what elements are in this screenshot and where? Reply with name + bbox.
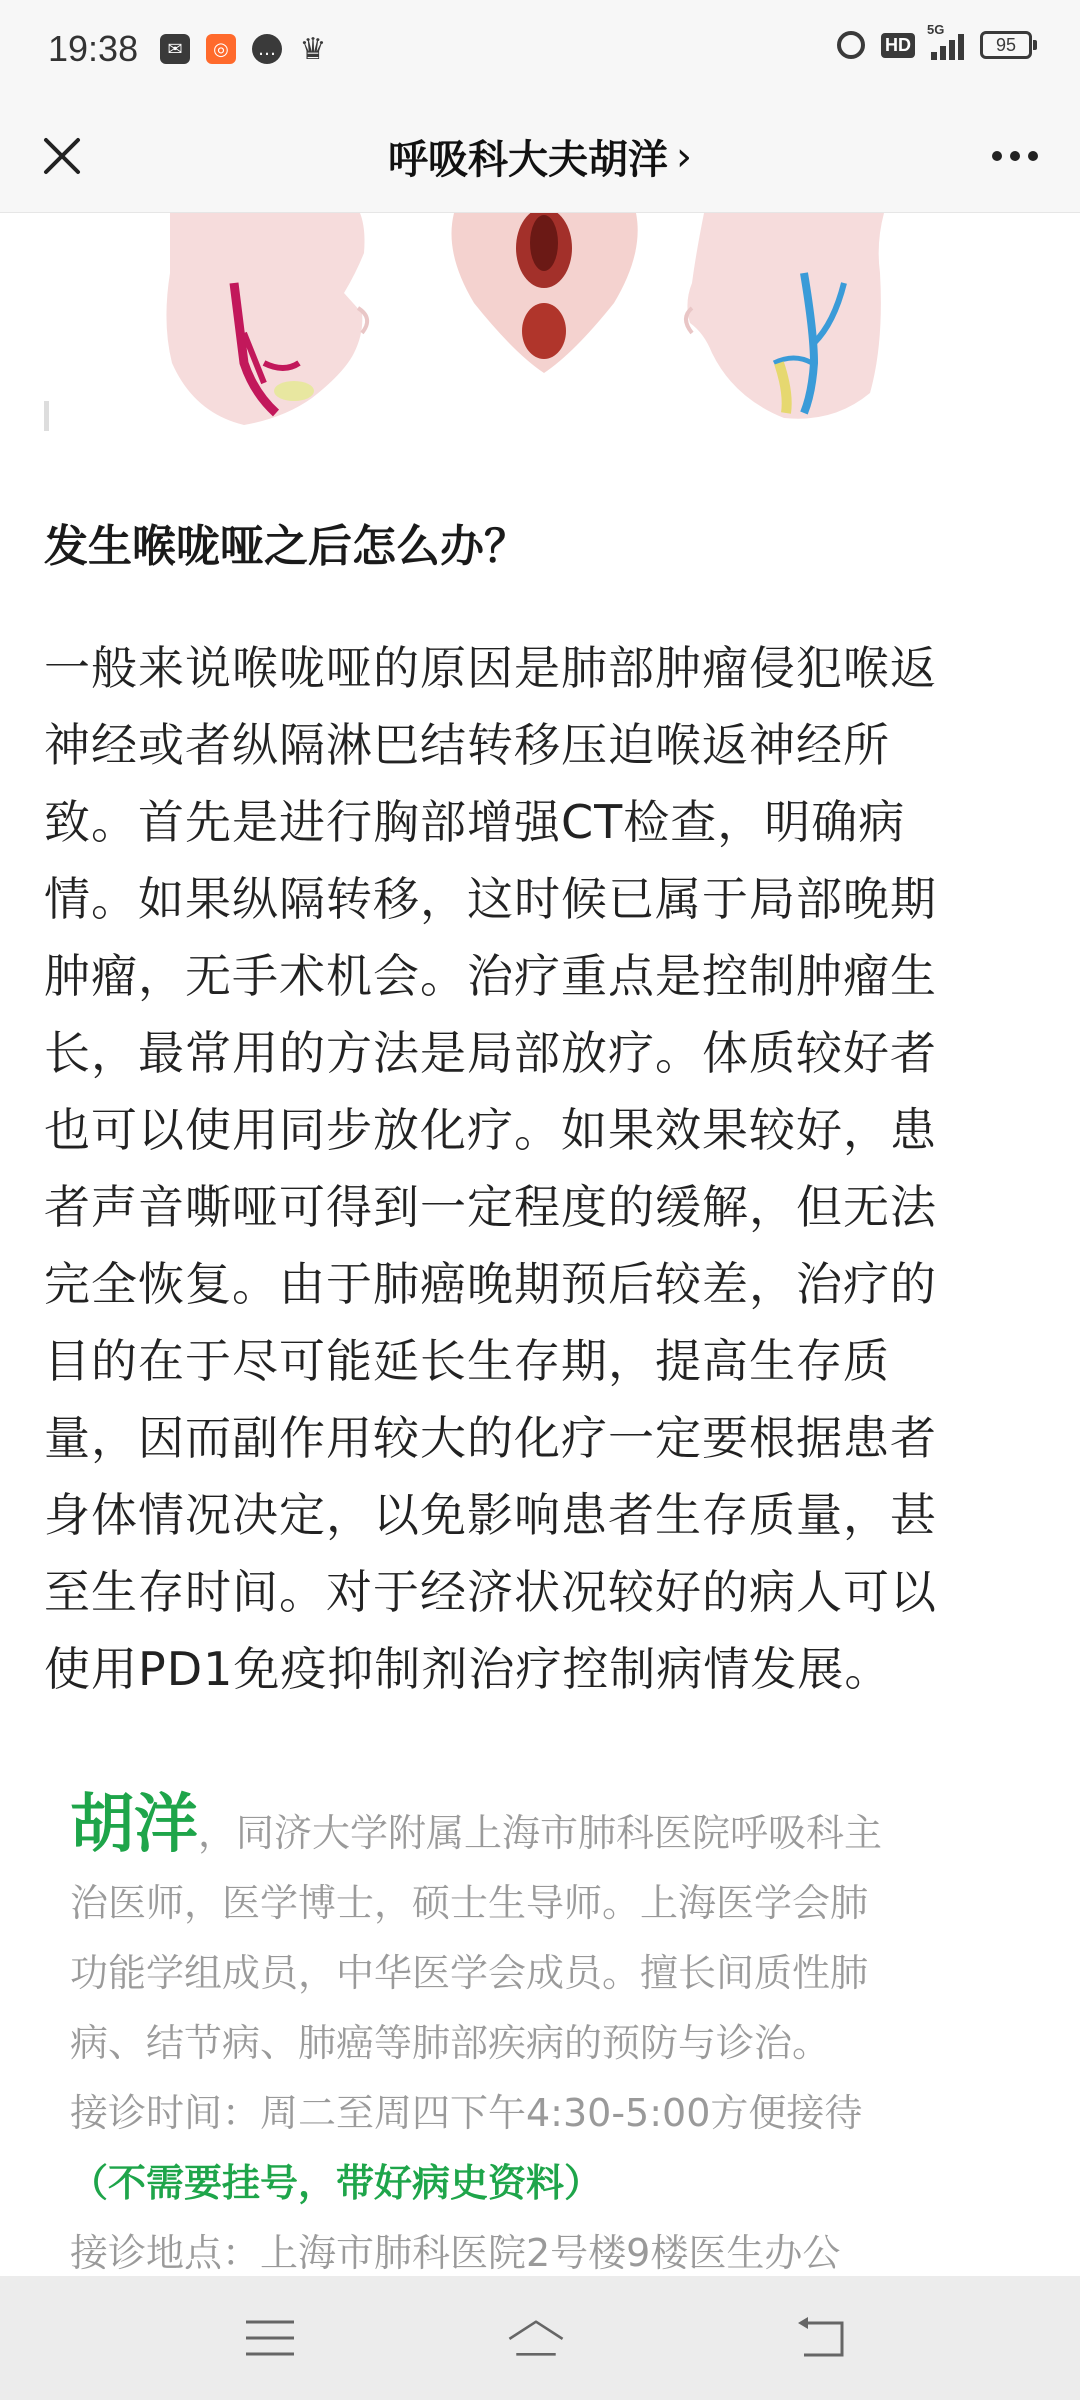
bio-text: 功能学组成员，中华医学会成员。擅长间质性肺	[70, 1951, 869, 1995]
body-line: 情。如果纵隔转移，这时候已属于局部晚期	[44, 872, 937, 926]
nav-bar	[0, 100, 1080, 213]
body-line: 致。首先是进行胸部增强CT检查，明确病	[44, 795, 906, 849]
body-line: 一般来说喉咙哑的原因是肺部肿瘤侵犯喉返	[44, 641, 937, 695]
more-icon	[992, 151, 1002, 161]
body-line: 至生存时间。对于经济状况较好的病人可以	[44, 1565, 937, 1619]
status-time: 19:38	[48, 28, 139, 69]
home-icon	[506, 2315, 566, 2361]
system-icons	[837, 22, 1032, 60]
bio-text: 病、结节病、肺癌等肺部疾病的预防与诊治。	[70, 2021, 831, 2065]
body-line: 长，最常用的方法是局部放疗。体质较好者	[44, 1026, 937, 1080]
bio-note: （不需要挂号，带好病史资料）	[70, 2161, 603, 2205]
orange-app-icon: ◎	[206, 34, 236, 64]
crown-icon: ♛	[299, 31, 327, 67]
body-line: 量，因而副作用较大的化疗一定要根据患者	[44, 1411, 937, 1465]
more-button[interactable]	[980, 124, 1050, 188]
menu-icon	[244, 2318, 296, 2358]
alarm-icon	[837, 31, 865, 59]
battery-icon	[980, 31, 1032, 59]
doctor-name: 胡洋	[70, 1788, 198, 1862]
signal-icon	[927, 22, 964, 60]
body-line: 身体情况决定，以免影响患者生存质量，甚	[44, 1488, 937, 1542]
throat-anatomy-illustration	[44, 213, 964, 443]
doctor-bio	[70, 1790, 1020, 2288]
body-line: 也可以使用同步放化疗。如果效果较好，患	[44, 1103, 937, 1157]
article-illustration	[44, 213, 964, 443]
hd-icon: HD	[881, 33, 915, 58]
home-button[interactable]	[506, 2310, 566, 2366]
body-line: 使用PD1免疫抑制剂治疗控制病情发展。	[44, 1642, 892, 1696]
message-app-icon: ✉	[160, 34, 190, 64]
menu-button[interactable]	[240, 2310, 300, 2366]
network-type: 5G	[927, 22, 945, 37]
chevron-right-icon: ›	[676, 133, 692, 180]
body-line: 完全恢复。由于肺癌晚期预后较差，治疗的	[44, 1257, 937, 1311]
body-line: 目的在于尽可能延长生存期，提高生存质	[44, 1334, 890, 1388]
account-title-link[interactable]	[0, 128, 1080, 185]
back-icon	[794, 2315, 850, 2361]
chat-bubble-icon: …	[252, 34, 282, 64]
page-title: 呼吸科大夫胡洋	[388, 137, 668, 183]
status-bar	[0, 0, 1080, 100]
article-heading: 发生喉咙哑之后怎么办？	[44, 521, 528, 572]
bio-first-line	[70, 1790, 1020, 1868]
battery-level: 95	[995, 34, 1017, 55]
bio-text: ，同济大学附属上海市肺科医院呼吸科主	[198, 1811, 883, 1855]
notification-icons	[160, 31, 328, 67]
article-body	[44, 630, 1044, 1708]
body-line: 肿瘤，无手术机会。治疗重点是控制肿瘤生	[44, 949, 937, 1003]
system-navigation-bar	[0, 2276, 1080, 2400]
bio-clinic-location: 接诊地点：上海市肺科医院2号楼9楼医生办公	[70, 2231, 841, 2275]
bio-clinic-hours: 接诊时间：周二至周四下午4:30-5:00方便接待	[70, 2091, 863, 2135]
bio-text: 治医师，医学博士，硕士生导师。上海医学会肺	[70, 1881, 869, 1925]
body-line: 者声音嘶哑可得到一定程度的缓解，但无法	[44, 1180, 937, 1234]
back-button[interactable]	[792, 2310, 852, 2366]
body-line: 神经或者纵隔淋巴结转移压迫喉返神经所	[44, 718, 890, 772]
